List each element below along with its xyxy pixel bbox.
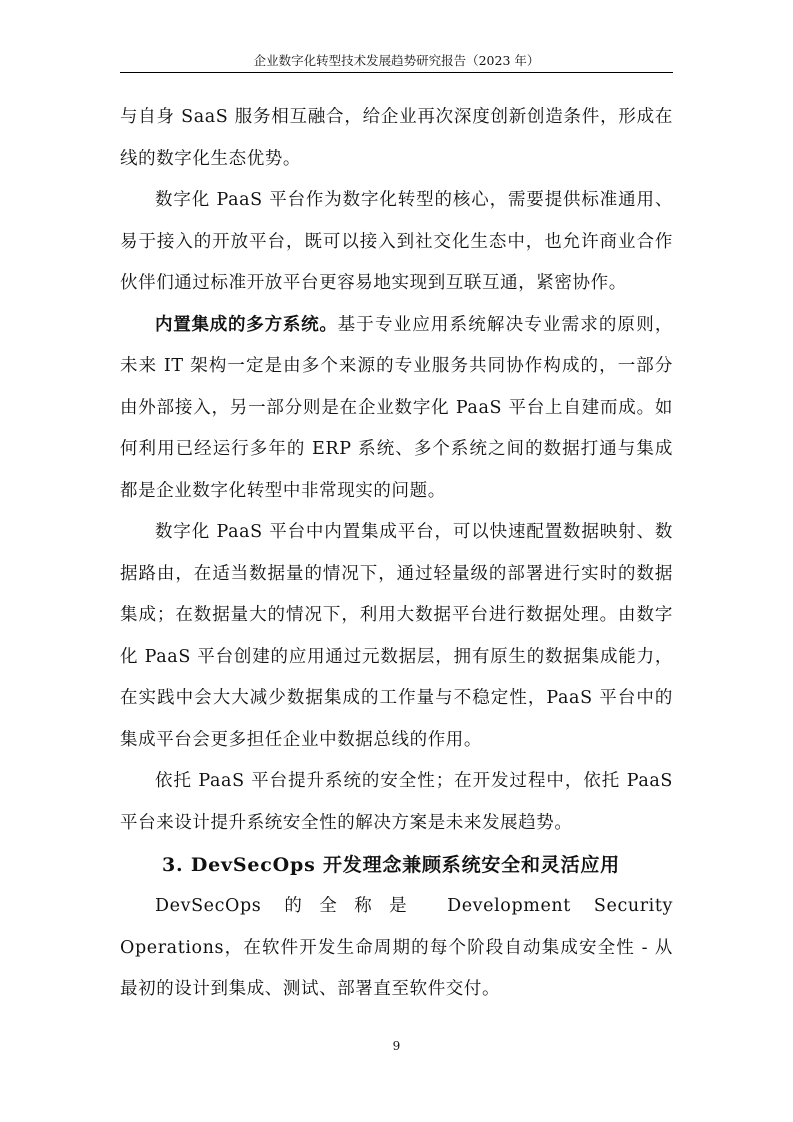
paragraph-lead-heading: 内置集成的多方系统。 — [155, 314, 338, 335]
paragraph-saas-ecosystem: 与自身 SaaS 服务相互融合，给企业再次深度创新创造条件，形成在线的数字化生态优势。 — [120, 107, 673, 169]
page-number: 9 — [392, 1039, 401, 1053]
paragraph-devsecops-definition: DevSecOps 的全称是 Development Security Operations，在软件开发生命周期的每个阶段自动集成安全性 - 从最初的设计到集成、测试、部署直至软件交付。 — [120, 896, 673, 999]
section-heading-devsecops: 3. DevSecOps 开发理念兼顾系统安全和灵活应用 — [162, 854, 620, 876]
paragraph-paas-core: 数字化 PaaS 平台作为数字化转型的核心，需要提供标准通用、易于接入的开放平台，既可以接入到社交化生态中，也允许商业合作伙伴们通过标准开放平台更容易地实现到互联互通，紧密协作。 — [120, 190, 673, 293]
page-body — [120, 97, 673, 1011]
paragraph-integrated-systems — [120, 305, 673, 513]
running-header: 企业数字化转型技术发展趋势研究报告（2023 年） — [253, 53, 540, 68]
paragraph-integrated-systems-text: 基于专业应用系统解决专业需求的原则，未来 IT 架构一定是由多个来源的专业服务共同协作构成的，一部分由外部接入，另一部分则是在企业数字化 PaaS 平台上自建而成。如何利用已经运行多年的 ERP 系统、多个系统之间的数据打通与集成都是企业数字化转型中非常现实的问题。 — [120, 314, 673, 501]
header-divider — [120, 72, 673, 73]
paragraph-integration-platform: 数字化 PaaS 平台中内置集成平台，可以快速配置数据映射、数据路由，在适当数据量的情况下，通过轻量级的部署进行实时的数据集成；在数据量大的情况下，利用大数据平台进行数据处理。由数字化 PaaS 平台创建的应用通过元数据层，拥有原生的数据集成能力，在实践中会大大减少数据集成的工作量与不稳定性，PaaS 平台中的集成平台会更多担任企业中数据总线的作用。 — [120, 522, 673, 750]
paragraph-security: 依托 PaaS 平台提升系统的安全性；在开发过程中，依托 PaaS 平台来设计提升系统安全性的解决方案是未来发展趋势。 — [120, 771, 673, 833]
